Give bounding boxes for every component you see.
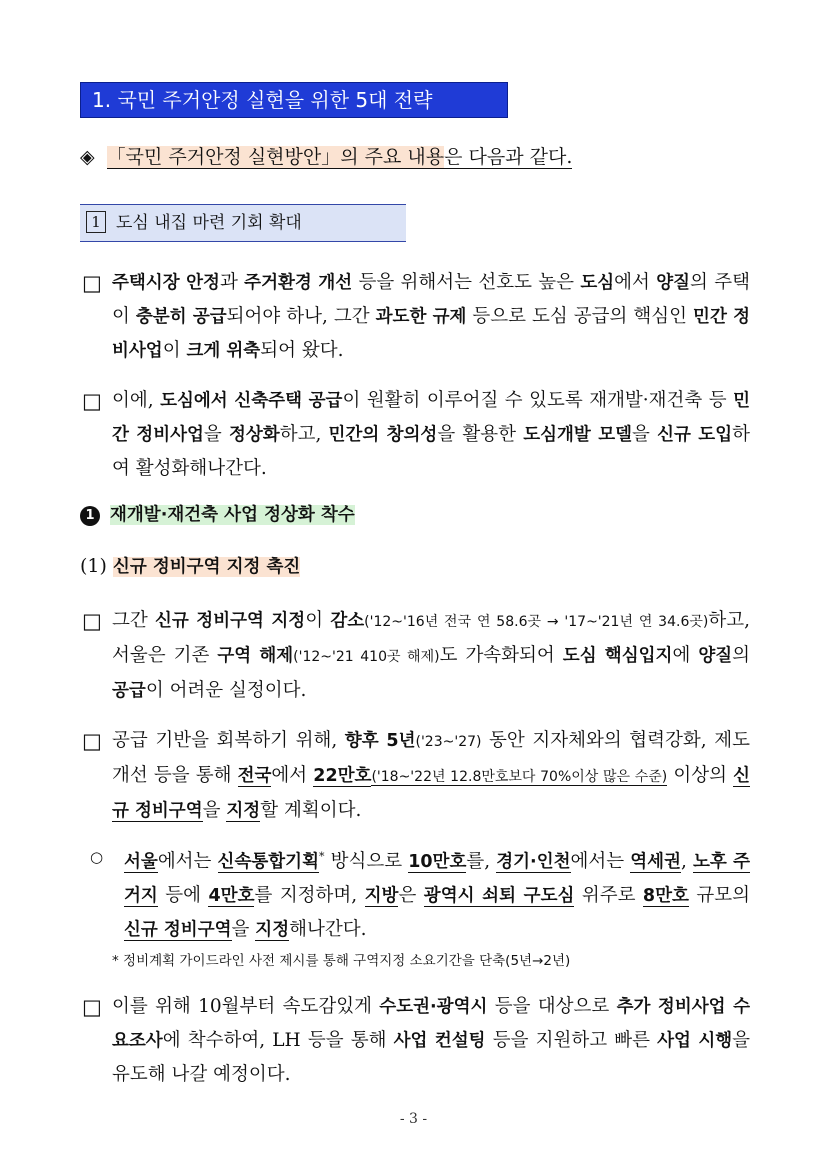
checkbox-icon: □ [82, 389, 102, 413]
text: 경기·인천 [496, 852, 571, 872]
text: 을 유도해 나갈 예정이다. [112, 1030, 751, 1085]
strategy-heading [80, 500, 355, 530]
text: 되어야 하나, 그간 [226, 306, 376, 327]
text: 에서는 [157, 851, 218, 872]
text: 를 지정하며, [254, 885, 365, 906]
checkbox-icon: □ [82, 729, 102, 753]
text: 수도권·광역시 [379, 997, 488, 1017]
text: 역세권 [630, 852, 681, 872]
text: 등을 위해서는 선호도 높은 [352, 272, 581, 293]
text: 은 [398, 885, 424, 906]
paragraph-6 [78, 990, 750, 1092]
paragraph-3 [78, 604, 750, 708]
paragraph-1 [78, 266, 750, 368]
strategy-heading-label: 재개발·재건축 사업 정상화 착수 [110, 505, 355, 525]
text: 해나간다. [289, 919, 367, 940]
text: 정상화 [228, 425, 280, 445]
text: 양질 [656, 273, 691, 293]
text: 그간 [112, 610, 156, 631]
text: 등에 [157, 885, 209, 906]
text: ('23~'27) [415, 734, 482, 750]
text: 을 [202, 800, 227, 821]
text: 을 [632, 424, 658, 445]
text: 도심에서 신축주택 공급 [160, 391, 343, 411]
paragraph-2 [78, 384, 750, 486]
section-title: 1. 국민 주거안정 실현을 위한 5대 전략 [80, 82, 508, 118]
checkbox-icon: □ [82, 995, 102, 1019]
text: 에 [672, 645, 699, 666]
text: 도 가속화되어 [439, 645, 563, 666]
text: 민간 정비사업 [112, 391, 750, 445]
text: 공급 기반을 회복하기 위해, [112, 730, 345, 751]
text: , [680, 851, 693, 872]
sub-heading-marker: (1) [80, 555, 107, 577]
text: 22만호 [313, 766, 372, 786]
text: 지정 [226, 801, 261, 821]
subsection-heading [80, 204, 406, 242]
text: 이 어려운 실정이다. [145, 680, 307, 701]
text: 하고, [279, 424, 329, 445]
text: 신규 도입 [657, 425, 733, 445]
text: 감소 [330, 611, 365, 631]
text: ('12~'16년 전국 연 58.6곳 → '17~'21년 연 34.6곳) [364, 614, 709, 630]
text: 도심 [580, 273, 615, 293]
text: 에서는 [570, 851, 631, 872]
text: 등으로 도심 공급의 핵심인 [466, 306, 694, 327]
text: 위주로 [574, 885, 643, 906]
text: 할 계획이다. [260, 800, 362, 821]
text: 의 주택이 [112, 272, 750, 327]
text: 서울 [124, 852, 158, 872]
text: 신속통합기획 [217, 852, 319, 872]
text: 주거환경 개선 [244, 273, 353, 293]
text: 추가 정비사업 수요조사 [112, 997, 750, 1051]
circle-bullet-icon: ○ [90, 848, 104, 866]
text: 양질 [698, 646, 733, 666]
text: 신규 정비구역 [112, 766, 751, 821]
text: 을 [231, 919, 256, 940]
text: ('12~'21 410곳 해제) [293, 649, 440, 665]
text: 향후 5년 [344, 731, 416, 751]
text: ('18~'22년 12.8만호보다 70%이상 많은 수준) [371, 769, 668, 785]
text: 신규 정비구역 지정 [155, 611, 306, 631]
text: 되어 왔다. [260, 340, 344, 361]
text: 노후 주거지 [124, 852, 751, 906]
text: 도심개발 모델 [523, 425, 633, 445]
text: 지방 [364, 886, 399, 906]
sub-heading [80, 551, 300, 582]
text: 충분히 공급 [135, 307, 227, 327]
text: 하여 활성화해나간다. [112, 424, 750, 479]
sub-heading-label: 신규 정비구역 지정 촉진 [112, 557, 301, 577]
subsection-label: 도심 내집 마련 기회 확대 [116, 213, 302, 233]
text: 지정 [255, 920, 290, 940]
text: 동안 지자체와의 협력강화, 제도개선 등을 통해 [112, 730, 750, 786]
text: 이를 위해 10월부터 속도감있게 [112, 996, 380, 1017]
text: 민간 정비사업 [112, 307, 750, 361]
text: 에 착수하여, LH 등을 통해 [162, 1030, 394, 1051]
text: 8만호 [642, 886, 689, 906]
number-badge: 1 [80, 506, 100, 526]
text: 민간의 창의성 [328, 425, 438, 445]
text: 이에, [112, 390, 161, 411]
checkbox-icon: □ [82, 271, 102, 295]
text: 에서 [271, 765, 314, 786]
text: 등을 지원하고 빠른 [485, 1030, 658, 1051]
text: 등을 대상으로 [487, 996, 617, 1017]
text: 4만호 [208, 886, 255, 906]
diamond-icon: ◈ [80, 146, 95, 168]
text: 에서 [614, 272, 657, 293]
text: 사업 컨설팅 [393, 1031, 486, 1051]
text: 도심 핵심입지 [562, 646, 673, 666]
text: 의 [732, 645, 750, 666]
text: 이 원활히 이루어질 수 있도록 재개발·재건축 등 [342, 390, 734, 411]
text: 이 [162, 340, 187, 361]
text: 10만호 [408, 852, 467, 872]
text: 주택시장 안정 [112, 273, 220, 293]
text: 이상의 [667, 765, 734, 786]
paragraph-4 [78, 724, 750, 828]
lead-sentence [80, 142, 572, 172]
text: 광역시 쇠퇴 구도심 [423, 886, 575, 906]
text: 구역 해제 [217, 646, 294, 666]
footnote-marker: * [318, 850, 325, 863]
text: 규모의 [688, 885, 750, 906]
text: 크게 위축 [186, 341, 261, 361]
lead-highlight: 「국민 주거안정 실현방안」의 주요 내용 [106, 146, 445, 168]
text: 을 활용한 [437, 424, 524, 445]
text: 사업 시행 [657, 1031, 733, 1051]
text: 과도한 규제 [375, 307, 467, 327]
text: 전국 [237, 766, 272, 786]
text: 공급 [112, 681, 146, 701]
lead-rest: 은 다음과 같다. [444, 146, 573, 168]
text: 하고, 서울은 기존 [112, 610, 750, 666]
checkbox-icon: □ [82, 609, 102, 633]
subsection-number: 1 [86, 211, 106, 233]
footnote: * 정비계획 가이드라인 사전 제시를 통해 구역지정 소요기간을 단축(5년→2년) [112, 953, 571, 969]
text: 신규 정비구역 [124, 920, 232, 940]
text: 방식으로 [324, 851, 409, 872]
page-number: - 3 - [399, 1111, 428, 1127]
text: 이 [305, 610, 331, 631]
text: 과 [219, 272, 245, 293]
paragraph-5 [90, 840, 750, 947]
text: 를, [466, 851, 497, 872]
text: 을 [203, 424, 229, 445]
